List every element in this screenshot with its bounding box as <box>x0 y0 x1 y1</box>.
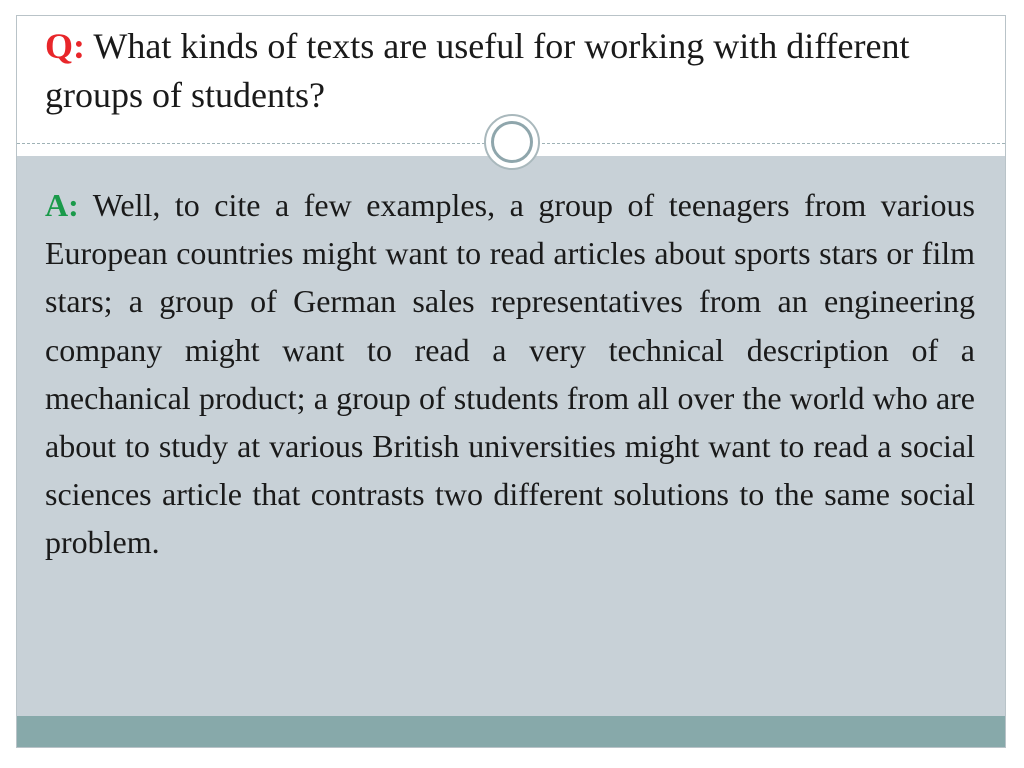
content-area <box>17 156 1005 716</box>
circle-ornament-icon <box>484 114 540 170</box>
answer-prefix: A: <box>45 187 79 223</box>
footer-bar <box>17 716 1005 748</box>
answer-body <box>45 181 975 567</box>
answer-text: Well, to cite a few examples, a group of teenagers from various European countries might want to read articles about sports stars or film stars; a group of German sales representatives from an engineering company might want to read a very technical description of a mechanical product; a group of students from all over the world who are about to study at various British universities might want to read a social sciences article that contrasts two different solutions to the same social problem. <box>45 187 976 561</box>
slide <box>16 15 1006 748</box>
circle-ornament-inner <box>491 121 533 163</box>
question-text: What kinds of texts are useful for working with different groups of students? <box>45 26 910 115</box>
question-prefix: Q: <box>45 26 85 66</box>
slide-title <box>45 22 985 120</box>
